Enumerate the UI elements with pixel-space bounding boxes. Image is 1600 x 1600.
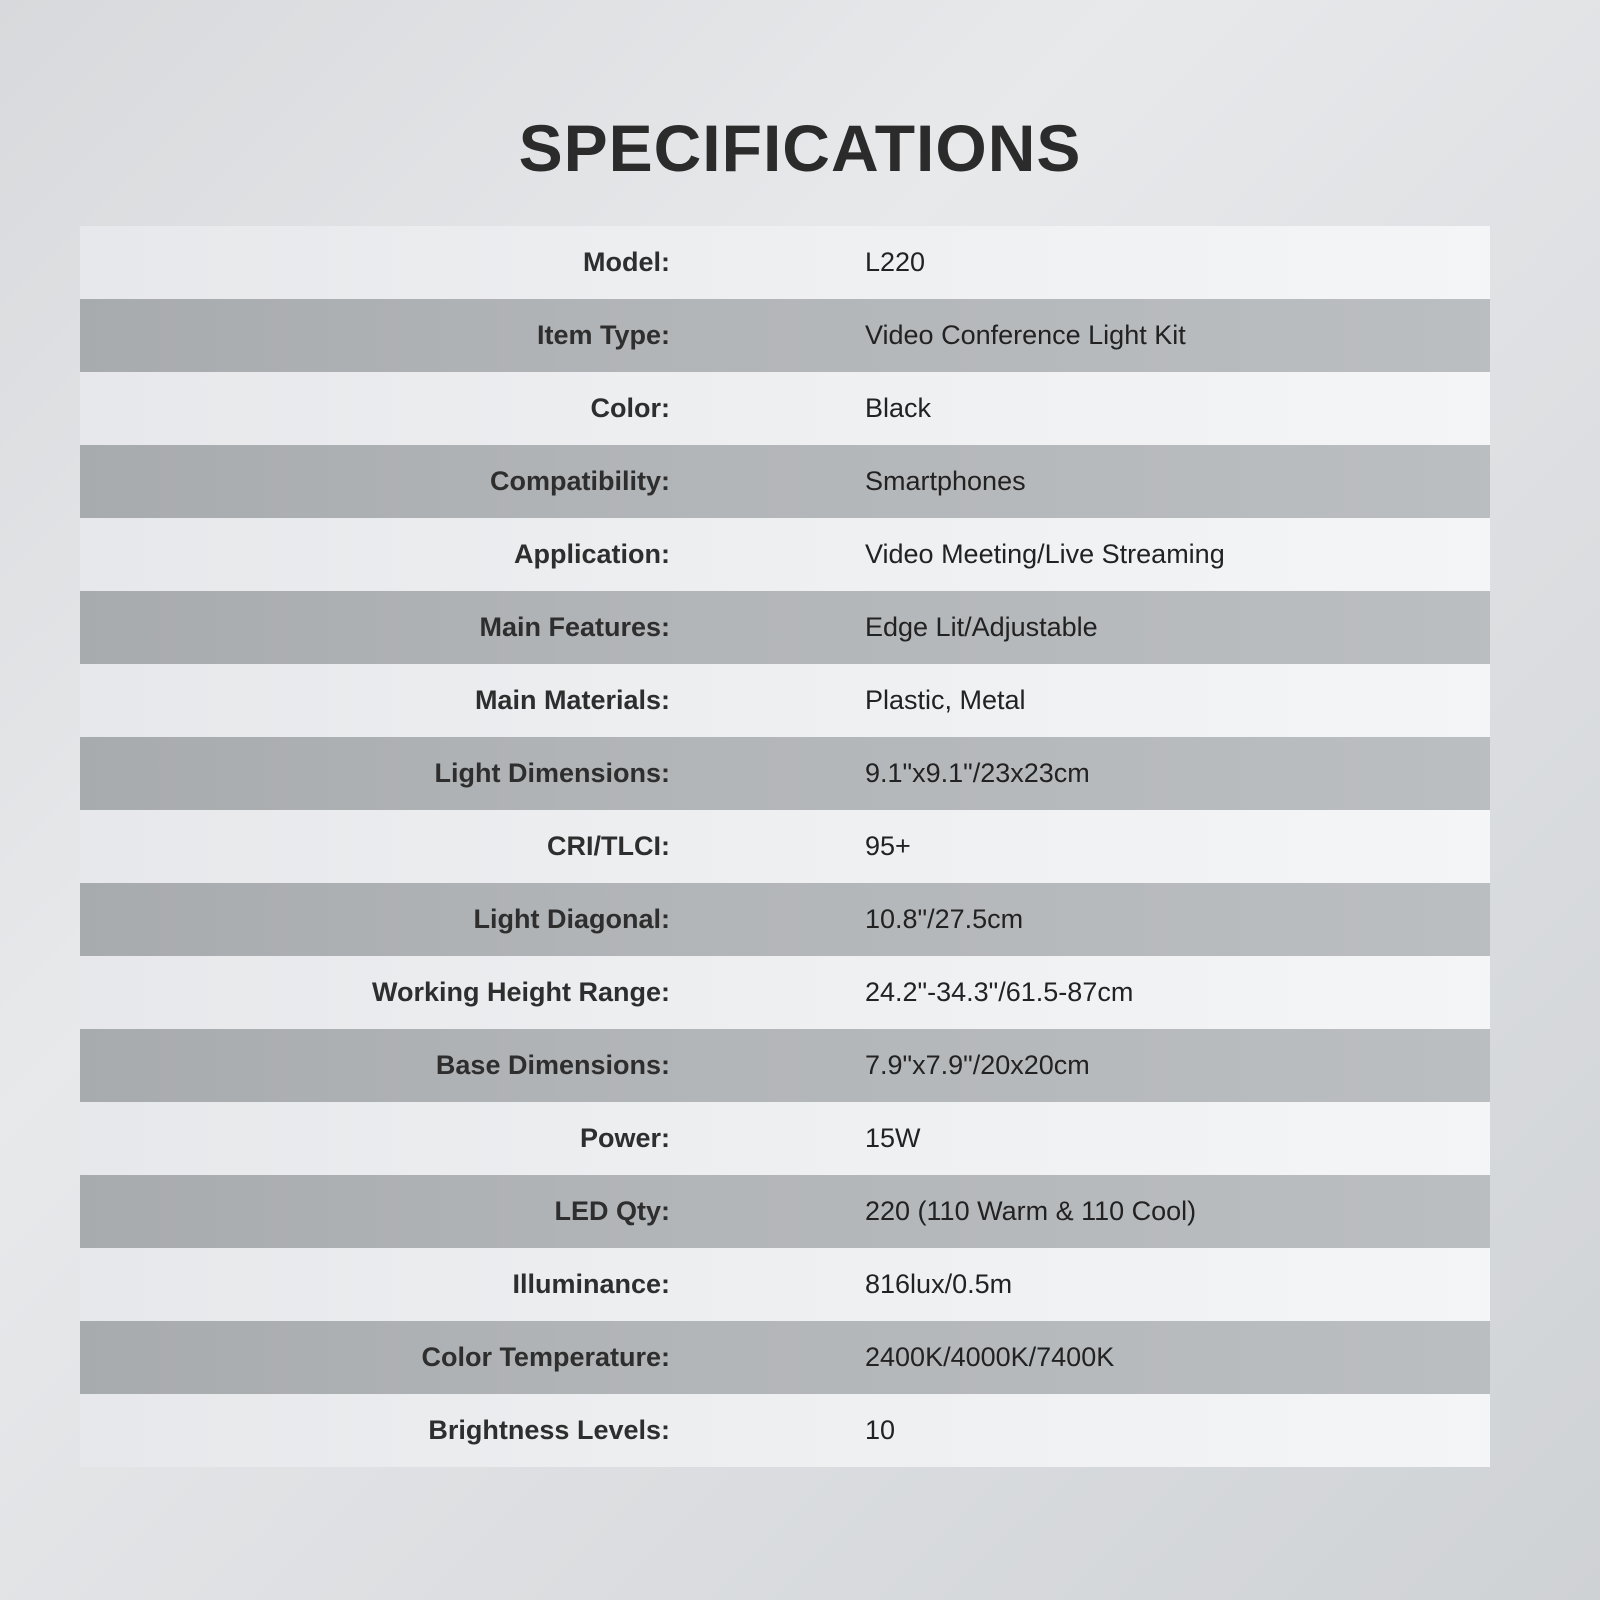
spec-label: Main Materials: (474, 685, 670, 715)
table-row (80, 1394, 1490, 1467)
table-row (80, 591, 1490, 664)
table-row (80, 1321, 1490, 1394)
spec-label: Color Temperature: (421, 1342, 670, 1372)
spec-value: 220 (110 Warm & 110 Cool) (865, 1196, 1197, 1226)
spec-value: Video Conference Light Kit (865, 320, 1186, 350)
table-row (80, 518, 1490, 591)
table-row (80, 737, 1490, 810)
table-row (80, 299, 1490, 372)
spec-label: Main Features: (479, 612, 670, 642)
spec-value: Smartphones (865, 466, 1026, 496)
spec-label: Color: (590, 393, 670, 423)
table-row (80, 1175, 1490, 1248)
spec-value: 24.2"-34.3"/61.5-87cm (865, 977, 1134, 1007)
spec-value: 9.1"x9.1"/23x23cm (865, 758, 1090, 788)
table-row (80, 445, 1490, 518)
specifications-table-body (80, 226, 1490, 1467)
spec-label: Model: (583, 247, 670, 277)
spec-value: 10.8"/27.5cm (865, 904, 1024, 934)
spec-label: Base Dimensions: (435, 1050, 670, 1080)
spec-label: Light Diagonal: (473, 904, 670, 934)
spec-value: Plastic, Metal (865, 685, 1026, 715)
spec-value: Edge Lit/Adjustable (865, 612, 1098, 642)
spec-value: 2400K/4000K/7400K (865, 1342, 1115, 1372)
specifications-table (80, 226, 1490, 1467)
spec-label: CRI/TLCI: (547, 831, 670, 861)
spec-label: Brightness Levels: (428, 1415, 670, 1445)
spec-label: Application: (514, 539, 670, 569)
spec-label: Item Type: (536, 320, 670, 350)
spec-label: Illuminance: (512, 1269, 670, 1299)
table-row (80, 1029, 1490, 1102)
table-row (80, 1248, 1490, 1321)
table-row (80, 226, 1490, 299)
table-row (80, 810, 1490, 883)
table-row (80, 372, 1490, 445)
table-row (80, 664, 1490, 737)
spec-label: LED Qty: (554, 1196, 670, 1226)
spec-value: Video Meeting/Live Streaming (865, 539, 1225, 569)
spec-value: 10 (865, 1415, 896, 1445)
spec-value: 816lux/0.5m (865, 1269, 1013, 1299)
spec-value: 7.9"x7.9"/20x20cm (865, 1050, 1090, 1080)
table-row (80, 956, 1490, 1029)
spec-label: Working Height Range: (371, 977, 670, 1007)
table-row (80, 1102, 1490, 1175)
spec-label: Power: (579, 1123, 670, 1153)
spec-label: Compatibility: (490, 466, 670, 496)
spec-value: L220 (865, 247, 926, 277)
page-title: SPECIFICATIONS (518, 111, 1082, 185)
spec-label: Light Dimensions: (434, 758, 670, 788)
spec-value: 15W (865, 1123, 921, 1153)
spec-value: 95+ (865, 831, 911, 861)
spec-value: Black (865, 393, 932, 423)
table-row (80, 883, 1490, 956)
